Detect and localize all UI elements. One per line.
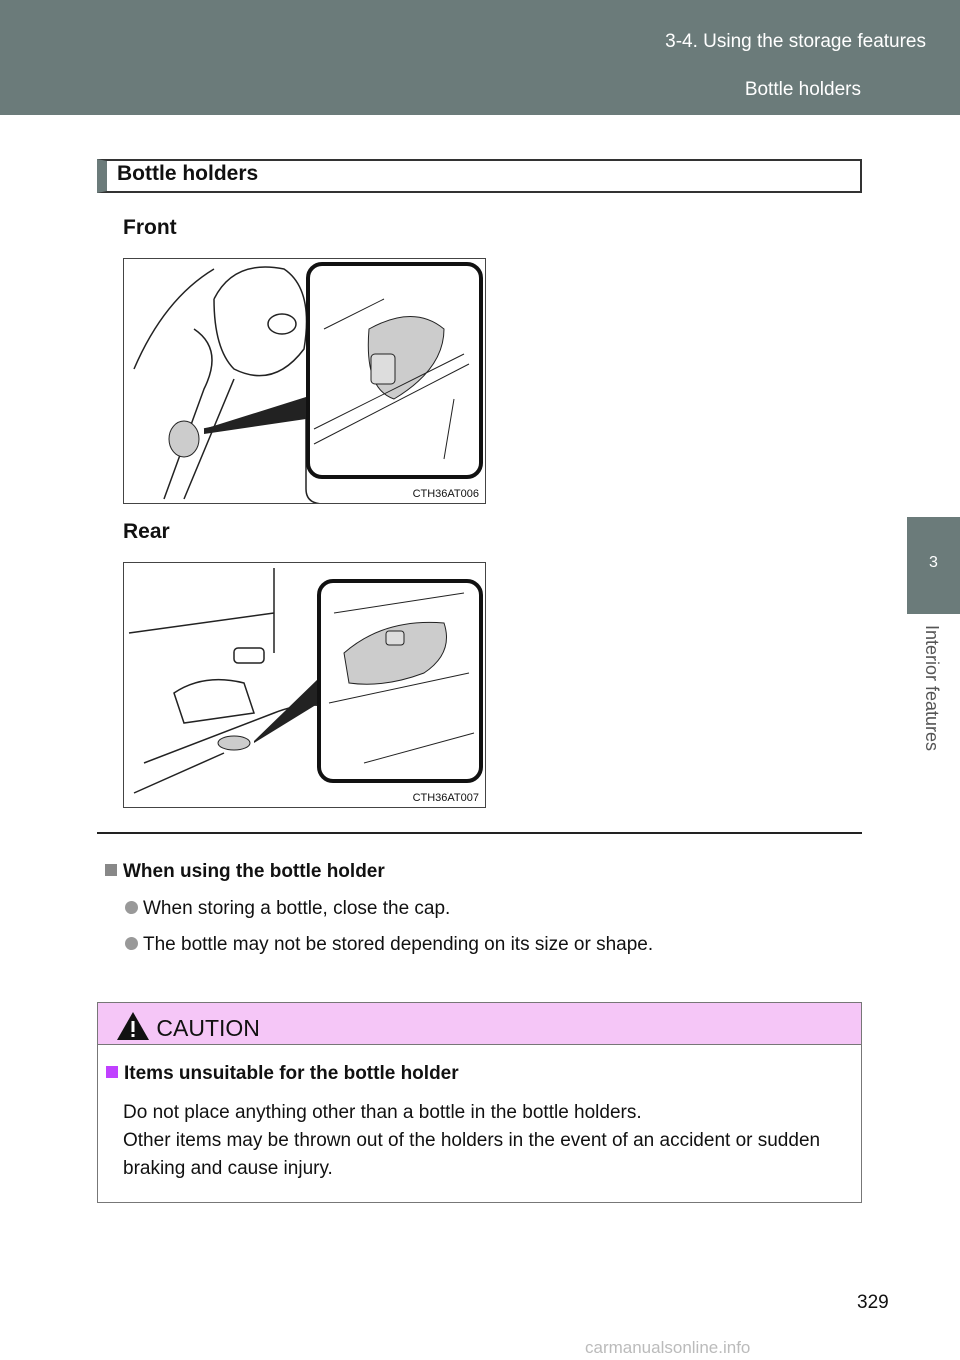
caution-heading	[106, 1063, 459, 1085]
note-bullet	[125, 934, 653, 956]
subsection-title: Bottle holders	[744, 79, 861, 100]
square-bullet-icon	[105, 864, 117, 876]
bullet-dot-icon	[125, 937, 138, 950]
caution-box	[97, 1002, 862, 1203]
bullet-dot-icon	[125, 901, 138, 914]
chapter-label: Interior features	[922, 625, 942, 752]
note-heading-text: When using the bottle holder	[123, 861, 385, 882]
bullet-text: The bottle may not be stored depending on its size or shape.	[143, 934, 654, 955]
caution-heading-text: Items unsuitable for the bottle holder	[124, 1063, 459, 1084]
watermark: carmanualsonline.info	[585, 1338, 751, 1357]
bullet-text: When storing a bottle, close the cap.	[143, 898, 451, 919]
rear-bottle-holder-drawing	[124, 563, 485, 807]
front-illustration	[123, 258, 486, 504]
figure-code: CTH36AT007	[412, 792, 479, 804]
rear-illustration	[123, 562, 486, 808]
caution-header	[98, 1003, 861, 1045]
page-header	[0, 0, 960, 115]
caution-line: Do not place anything other than a bottle in the bottle holders.	[123, 1102, 642, 1123]
figure-label-rear: Rear	[123, 520, 170, 543]
section-title: 3-4. Using the storage features	[665, 31, 926, 52]
figure-code: CTH36AT006	[412, 488, 479, 500]
chapter-tab[interactable]: 3	[907, 517, 960, 614]
figure-label-front: Front	[123, 216, 177, 239]
caution-label: CAUTION	[156, 1015, 260, 1041]
page-number: 329	[857, 1292, 889, 1313]
page-title: Bottle holders	[97, 159, 862, 193]
note-heading	[105, 861, 385, 883]
note-bullet	[125, 898, 450, 920]
caution-line: Other items may be thrown out of the holders in the event of an accident or sudden braking and cause injury.	[123, 1130, 821, 1179]
caution-body	[123, 1099, 858, 1183]
square-bullet-icon	[106, 1066, 118, 1078]
front-bottle-holder-drawing	[124, 259, 485, 503]
divider	[97, 832, 862, 834]
warning-triangle-icon	[116, 1011, 150, 1041]
